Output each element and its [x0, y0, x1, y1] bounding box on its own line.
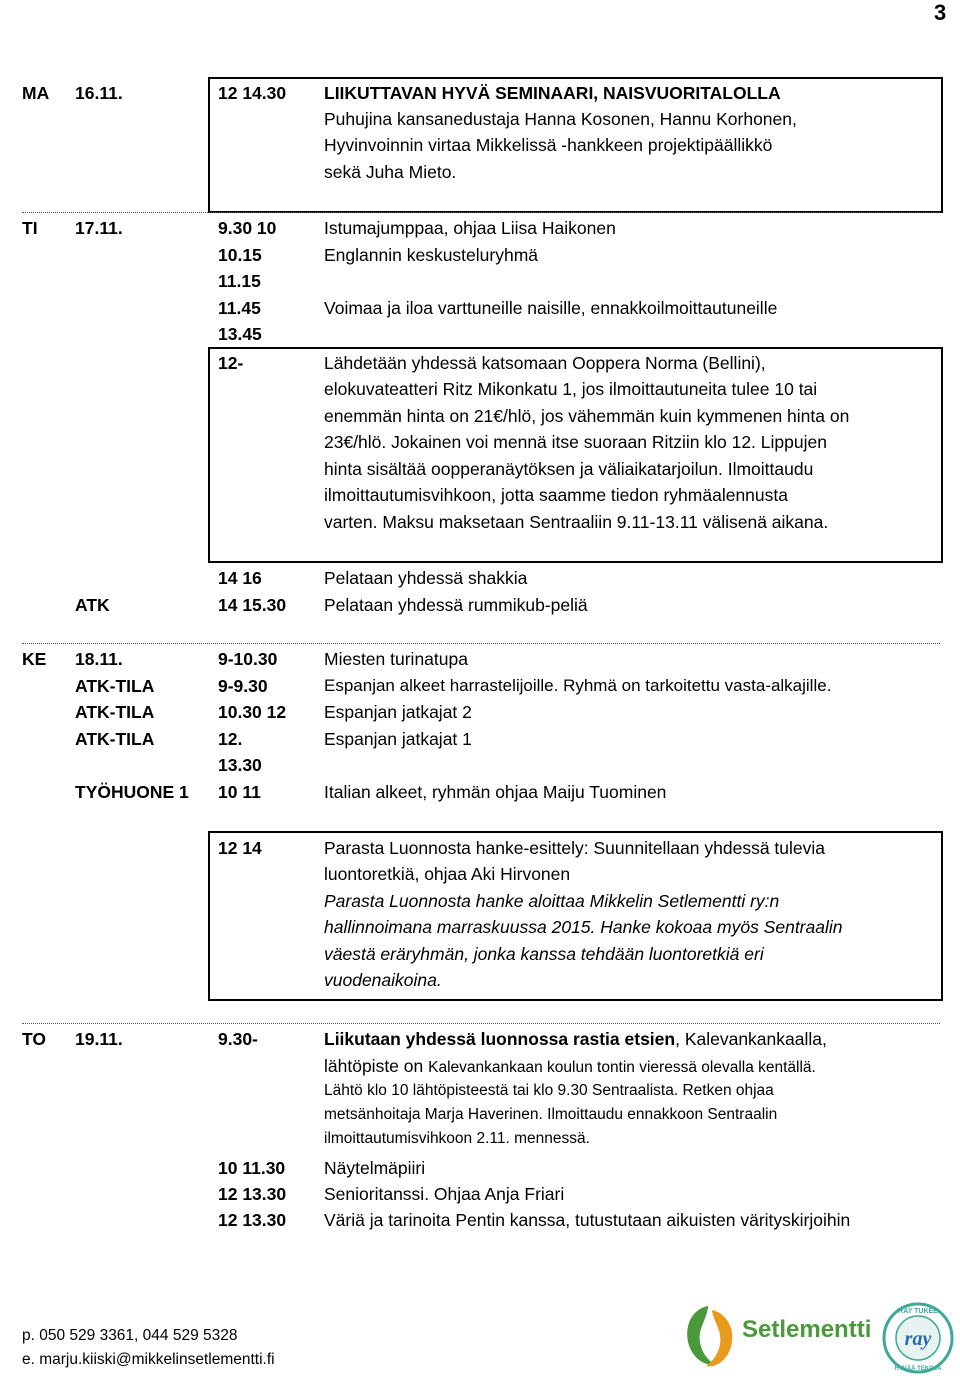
ke-activity: Espanjan jatkajat 1 — [324, 729, 472, 749]
hike-small-line: ilmoittautumisvihkoon 2.11. mennessä. — [324, 1130, 590, 1147]
ti-time: 14 16 — [218, 568, 262, 588]
ti-activity: Istumajumppaa, ohjaa Liisa Haikonen — [324, 218, 616, 238]
ti-time: 10.15 — [218, 245, 262, 265]
opera-time: 12- — [218, 353, 244, 373]
project-line: Parasta Luonnosta hanke-esittely: Suunnitellaan yhdessä tulevia — [324, 838, 826, 858]
ray-badge-icon — [880, 1298, 956, 1378]
ke-place: ATK-TILA — [75, 676, 155, 696]
ke-place: ATK-TILA — [75, 702, 155, 722]
hike-time: 9.30- — [218, 1029, 258, 1049]
ray-center-text: ray — [904, 1328, 932, 1350]
to-time: 10 11.30 — [218, 1158, 286, 1178]
ke-time: 9-9.30 — [218, 676, 268, 696]
hike-title-rest: , Kalevankankaalla, — [675, 1029, 827, 1049]
to-time: 12 13.30 — [218, 1184, 287, 1204]
ray-bottom-text: HYVÄÄ TEKOJA — [894, 1366, 942, 1372]
to-day: TO — [22, 1029, 46, 1049]
opera-line: elokuvateatteri Ritz Mikonkatu 1, jos ilmoittautuneita tulee 10 tai — [324, 379, 818, 399]
hike-title-line — [324, 1026, 827, 1052]
ke-activity: Espanjan alkeet harrastelijoille. Ryhmä on tarkoitettu vasta-alkajille. — [324, 676, 832, 695]
ti-activity: Pelataan yhdessä rummikub-peliä — [324, 595, 588, 615]
opera-line: ilmoittautumisvihkoon, jotta saamme tiedon ryhmäalennusta — [324, 485, 788, 505]
ma-title: LIIKUTTAVAN HYVÄ SEMINAARI, NAISVUORITALOLLA — [324, 83, 781, 103]
ke-place: ATK-TILA — [75, 729, 155, 749]
to-activity: Senioritanssi. Ohjaa Anja Friari — [324, 1184, 565, 1204]
ma-date: 16.11. — [75, 83, 123, 103]
setlementti-logo — [678, 1300, 872, 1372]
project-italic-line: Parasta Luonnosta hanke aloittaa Mikkelin Setlementti ry:n — [324, 891, 780, 911]
project-time: 12 14 — [218, 838, 262, 858]
hike-small-line: Lähtö klo 10 lähtöpisteestä tai klo 9.30 Sentraalista. Retken ohjaa — [324, 1082, 774, 1099]
project-italic-line: väestä eräryhmän, jonka kanssa tehdään luontoretkiä eri — [324, 944, 764, 964]
ti-time: 11.15 — [218, 271, 261, 291]
setlementti-logo-text: Setlementti — [742, 1316, 872, 1343]
ti-activity: Pelataan yhdessä shakkia — [324, 568, 528, 588]
ti-time: 14 15.30 — [218, 595, 287, 615]
ma-desc-line: Puhujina kansanedustaja Hanna Kosonen, Hannu Korhonen, — [324, 109, 797, 129]
ke-day: KE — [22, 649, 47, 669]
opera-line: hinta sisältää oopperanäytöksen ja väliaikatarjoilun. Ilmoittaudu — [324, 459, 814, 479]
ti-place: ATK — [75, 595, 110, 615]
to-time: 12 13.30 — [218, 1210, 287, 1230]
project-italic-line: hallinnoimana marraskuussa 2015. Hanke kokoaa myös Sentraalin — [324, 917, 843, 937]
ma-desc-line: Hyvinvoinnin virtaa Mikkelissä -hankkeen projektipäällikkö — [324, 135, 773, 155]
to-date: 19.11. — [75, 1029, 123, 1049]
opera-line: 23€/hlö. Jokainen voi mennä itse suoraan Ritziin klo 12. Lippujen — [324, 432, 827, 452]
ti-activity: Voimaa ja iloa varttuneille naisille, ennakkoilmoittautuneille — [324, 298, 778, 318]
ke-activity: Italian alkeet, ryhmän ohjaa Maiju Tuominen — [324, 782, 667, 802]
to-activity: Näytelmäpiiri — [324, 1158, 426, 1178]
ke-activity: Espanjan jatkajat 2 — [324, 702, 472, 722]
opera-line: enemmän hinta on 21€/hlö, jos vähemmän kuin kymmenen hinta on — [324, 406, 850, 426]
hike-line-start: lähtöpiste on — [324, 1056, 429, 1076]
ke-time: 10.30 12 — [218, 702, 287, 722]
ke-time: 10 11 — [218, 782, 261, 802]
hike-title: Liikutaan yhdessä luonnossa rastia etsien — [324, 1029, 676, 1049]
to-activity: Väriä ja tarinoita Pentin kanssa, tutustutaan aikuisten värityskirjoihin — [324, 1210, 851, 1230]
divider — [22, 212, 940, 213]
ma-time: 12 14.30 — [218, 83, 287, 103]
hike-line — [324, 1053, 816, 1081]
opera-line: varten. Maksu maksetaan Sentraaliin 9.11-13.11 välisenä aikana. — [324, 512, 829, 532]
divider — [22, 643, 940, 644]
ti-time: 9.30 10 — [218, 218, 277, 238]
ke-date: 18.11. — [75, 649, 123, 669]
ti-day: TI — [22, 218, 38, 238]
ke-time: 13.30 — [218, 755, 262, 775]
ma-day: MA — [22, 83, 50, 103]
page-number: 3 — [934, 0, 947, 25]
opera-line: Lähdetään yhdessä katsomaan Ooppera Norma (Bellini), — [324, 353, 766, 373]
setlementti-hands-icon — [678, 1300, 740, 1372]
hike-small-line: metsänhoitaja Marja Haverinen. Ilmoittaudu ennakkoon Sentraalin — [324, 1106, 778, 1123]
hike-line-rest: Kalevankankaan koulun tontin vieressä olevalla kentällä. — [428, 1059, 816, 1076]
ray-badge — [880, 1298, 956, 1378]
ti-activity: Englannin keskusteluryhmä — [324, 245, 539, 265]
footer-phone: p. 050 529 3361, 044 529 5328 — [22, 1327, 238, 1344]
ti-date: 17.11. — [75, 218, 123, 238]
ke-time: 9-10.30 — [218, 649, 278, 669]
ke-place: TYÖHUONE 1 — [75, 782, 189, 802]
divider — [22, 1023, 940, 1024]
project-line: luontoretkiä, ohjaa Aki Hirvonen — [324, 864, 571, 884]
ti-time: 11.45 — [218, 298, 261, 318]
project-italic-line: vuodenaikoina. — [324, 970, 442, 990]
footer-email: e. marju.kiiski@mikkelinsetlementti.fi — [22, 1351, 275, 1368]
ti-time: 13.45 — [218, 324, 262, 344]
ke-time: 12. — [218, 729, 243, 749]
ma-desc-line: sekä Juha Mieto. — [324, 162, 457, 182]
ke-activity: Miesten turinatupa — [324, 649, 468, 669]
ray-top-text: RAY TUKEE — [898, 1308, 938, 1315]
